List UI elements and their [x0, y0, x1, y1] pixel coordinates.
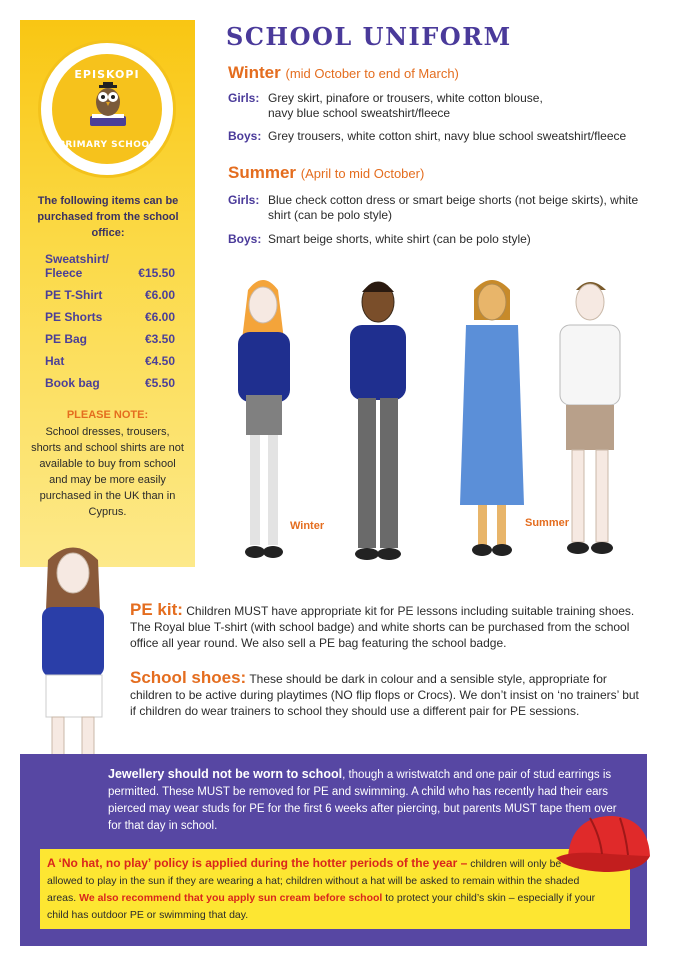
price-value: €3.50 — [144, 332, 175, 346]
summer-girls-label: Girls: — [228, 193, 260, 207]
note-text: School dresses, trousers, shorts and school shirts are not available to buy from school and may be more easily purchased in the UK than in Cyprus. — [31, 426, 184, 518]
jewellery-text: , though a wristwatch and one pair of stud earrings is permitted. These MUST be removed for PE and swimming. A child who has recently had their ears pierced may wear studs for PE for the first 6 weeks after piercing, but parents MUST tape them over for that day in school. — [108, 769, 617, 832]
hat-policy-text1: children will only be allowed to play in the sun if they are wearing a hat; children without a hat will be asked to remain within the shaded areas. — [47, 858, 580, 904]
sidebar-panel — [20, 20, 195, 567]
winter-boys-text: Grey trousers, white cotton shirt, navy blue school sweatshirt/fleece — [268, 129, 627, 143]
price-value: €4.50 — [144, 354, 175, 368]
summer-heading — [228, 163, 424, 183]
price-value: €5.50 — [144, 376, 175, 390]
winter-heading — [228, 63, 459, 83]
price-item: PE Shorts — [45, 310, 103, 324]
price-value: €6.00 — [144, 310, 175, 324]
winter-girls-text: Grey skirt, pinafore or trousers, white cotton blouse, navy blue school sweatshirt/fleece — [268, 91, 543, 120]
owl-on-book-icon — [88, 82, 128, 132]
price-list — [45, 252, 175, 398]
price-value: €6.00 — [144, 288, 175, 302]
price-row — [45, 332, 175, 346]
summer-figure-label: Summer — [525, 517, 570, 529]
winter-range: (mid October to end of March) — [285, 66, 459, 81]
hat-policy-box — [40, 849, 630, 929]
rules-panel — [20, 754, 647, 946]
price-row — [45, 252, 175, 280]
summer-girl-illustration — [452, 270, 532, 580]
summer-girls-row — [228, 193, 648, 223]
price-item: Book bag — [45, 376, 100, 390]
summer-boys-text: Smart beige shorts, white shirt (can be polo style) — [268, 232, 531, 246]
hat-policy-text — [47, 855, 597, 924]
school-shoes-text: These should be dark in colour and a sensible style, appropriate for children to be active during playtimes (NO flip flops or Crocs). We don’t insist on ‘no trainers’ but if children do wear trainers to school they should use a different pair for PE sessions. — [130, 672, 639, 718]
price-item: PE T-Shirt — [45, 288, 103, 302]
winter-boy-illustration — [338, 270, 418, 580]
price-item: PE Bag — [45, 332, 88, 346]
summer-girls-text: Blue check cotton dress or smart beige shorts (not beige skirts), white shirt (can be polo style) — [268, 193, 639, 222]
winter-figure-label: Winter — [290, 520, 325, 532]
hat-policy-highlight: We also recommend that you apply sun cream before school — [79, 892, 383, 904]
summer-boy-illustration — [550, 270, 630, 580]
price-value: €15.50 — [138, 266, 175, 280]
summer-boys-label: Boys: — [228, 232, 262, 246]
red-cap-icon — [550, 806, 660, 886]
winter-girl-illustration — [228, 270, 298, 580]
winter-girls-label: Girls: — [228, 91, 260, 105]
pe-kit-text: Children MUST have appropriate kit for PE lessons including suitable training shoes. The Royal blue T-shirt (with school badge) and white shorts can be purchased from the school office all year round. We also sell a PE bag featuring the school badge. — [130, 604, 635, 650]
winter-boys-row — [228, 129, 687, 144]
price-item: Sweatshirt/ Fleece — [45, 252, 110, 280]
pe-kit-heading: PE kit: — [130, 600, 183, 619]
jewellery-lead: Jewellery should not be worn to school — [108, 767, 343, 781]
logo-text-top: EPISKOPI — [74, 68, 140, 81]
summer-range: (April to mid October) — [300, 166, 425, 181]
hat-policy-lead: A ‘No hat, no play’ policy is applied during the hotter periods of the year – — [47, 856, 468, 870]
page-title: SCHOOL UNIFORM — [226, 22, 512, 51]
note-title: PLEASE NOTE: — [66, 409, 149, 421]
price-row — [45, 310, 175, 324]
logo-badge — [52, 54, 162, 164]
hat-policy-text2: to protect your child’s skin – especially if your child has outdoor PE or swimming that day. — [47, 892, 596, 921]
winter-boys-label: Boys: — [228, 129, 262, 143]
pe-kit-paragraph — [130, 602, 646, 651]
price-row — [45, 354, 175, 368]
price-item: Hat — [45, 354, 65, 368]
school-logo — [38, 40, 176, 178]
summer-title: Summer — [228, 163, 297, 182]
winter-title: Winter — [228, 63, 281, 82]
purchase-intro: The following items can be purchased from the school office: — [37, 195, 179, 239]
summer-boys-row — [228, 232, 687, 247]
price-row — [45, 376, 175, 390]
school-shoes-heading: School shoes: — [130, 668, 247, 687]
price-row — [45, 288, 175, 302]
logo-text-bottom: PRIMARY SCHOOL — [58, 140, 156, 150]
school-shoes-paragraph — [130, 670, 646, 719]
winter-girls-row — [228, 91, 568, 121]
